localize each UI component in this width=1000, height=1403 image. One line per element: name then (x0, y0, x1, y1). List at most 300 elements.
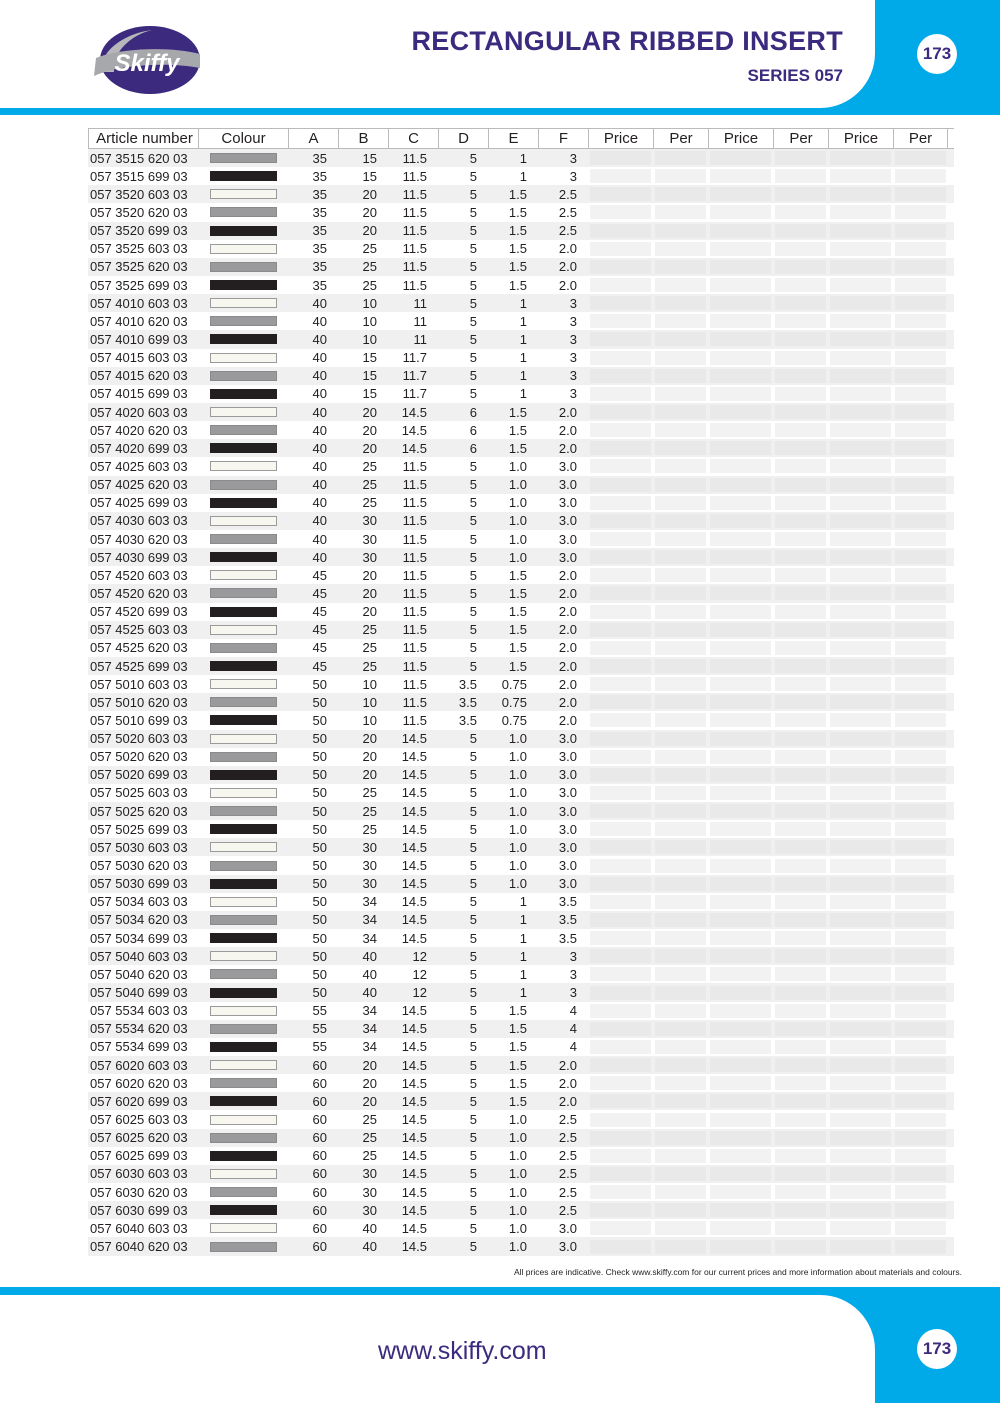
dim-e: 1.0 (508, 731, 527, 747)
dim-a: 50 (312, 858, 327, 874)
per-cell (653, 242, 708, 256)
per-cell (893, 423, 948, 437)
dim-f: 3 (569, 350, 577, 366)
empty-field (590, 1240, 651, 1254)
price-cell (708, 1040, 773, 1054)
colour-swatch (210, 679, 277, 689)
table-row (88, 240, 954, 258)
dim-e: 1.5 (508, 1075, 527, 1091)
colour-swatch (210, 334, 277, 344)
price-cell (828, 605, 893, 619)
empty-field (655, 1185, 706, 1199)
dim-d: 5 (469, 331, 477, 347)
dim-f: 3.0 (558, 749, 577, 765)
colour-swatch (210, 1096, 277, 1106)
empty-field (830, 786, 891, 800)
per-cell (773, 931, 828, 945)
colour-swatch (210, 1042, 277, 1052)
empty-field (590, 387, 651, 401)
dim-c: 14.5 (401, 1039, 427, 1055)
empty-field (655, 187, 706, 201)
empty-field (710, 260, 771, 274)
dim-f: 3.0 (558, 858, 577, 874)
dim-a: 40 (312, 313, 327, 329)
table-row (88, 621, 954, 639)
empty-field (590, 641, 651, 655)
dim-f: 2.5 (558, 1148, 577, 1164)
per-cell (893, 786, 948, 800)
table-row (88, 439, 954, 457)
dim-d: 5 (469, 1075, 477, 1091)
per-cell (773, 1076, 828, 1090)
per-cell (773, 205, 828, 219)
empty-field (895, 822, 946, 836)
article-number: 057 5025 620 03 (90, 803, 188, 819)
price-cell (588, 1221, 653, 1235)
dim-a: 50 (312, 731, 327, 747)
per-cell (653, 314, 708, 328)
dim-d: 5 (469, 513, 477, 529)
table-row (88, 548, 954, 566)
price-cell (588, 931, 653, 945)
empty-field (710, 1149, 771, 1163)
empty-field (830, 332, 891, 346)
table-row (88, 838, 954, 856)
empty-field (710, 332, 771, 346)
dim-f: 2.5 (558, 223, 577, 239)
dim-c: 11.5 (402, 241, 427, 257)
dim-a: 40 (312, 513, 327, 529)
dim-d: 5 (469, 658, 477, 674)
price-cell (708, 895, 773, 909)
empty-field (710, 695, 771, 709)
empty-field (895, 151, 946, 165)
empty-field (775, 1058, 826, 1072)
dim-a: 35 (312, 241, 327, 257)
article-number: 057 4025 620 03 (90, 477, 188, 493)
dim-f: 3 (569, 313, 577, 329)
per-cell (893, 1113, 948, 1127)
empty-field (775, 151, 826, 165)
dim-c: 11.5 (402, 186, 427, 202)
empty-field (895, 169, 946, 183)
empty-field (830, 931, 891, 945)
empty-field (830, 1149, 891, 1163)
colour-swatch (210, 1242, 277, 1252)
article-number: 057 3525 699 03 (90, 277, 188, 293)
dim-d: 5 (469, 458, 477, 474)
empty-field (710, 169, 771, 183)
price-cell (828, 1221, 893, 1235)
dim-e: 1 (519, 313, 527, 329)
website-link[interactable]: www.skiffy.com (378, 1337, 547, 1365)
empty-field (830, 695, 891, 709)
colour-swatch (210, 824, 277, 834)
empty-field (895, 224, 946, 238)
article-number: 057 3515 699 03 (90, 168, 188, 184)
dim-a: 40 (312, 295, 327, 311)
article-number: 057 6040 603 03 (90, 1220, 188, 1236)
dim-f: 3 (569, 948, 577, 964)
dim-e: 1.5 (508, 277, 527, 293)
empty-field (655, 351, 706, 365)
per-cell (653, 949, 708, 963)
table-row (88, 276, 954, 294)
dim-b: 10 (362, 676, 377, 692)
dim-e: 1.0 (508, 767, 527, 783)
dim-e: 1.5 (508, 404, 527, 420)
article-number: 057 5030 699 03 (90, 876, 188, 892)
dim-b: 20 (362, 604, 377, 620)
dim-d: 5 (469, 985, 477, 1001)
dim-e: 1 (519, 985, 527, 1001)
price-cell (828, 1149, 893, 1163)
article-number: 057 3520 603 03 (90, 186, 188, 202)
dim-e: 1.5 (508, 585, 527, 601)
empty-field (590, 423, 651, 437)
colour-cell (198, 153, 288, 163)
table-row (88, 349, 954, 367)
price-cell (828, 423, 893, 437)
empty-field (655, 459, 706, 473)
article-number: 057 4020 620 03 (90, 422, 188, 438)
price-cell (828, 986, 893, 1000)
dim-f: 2.5 (558, 186, 577, 202)
dim-c: 14.5 (401, 1184, 427, 1200)
empty-field (830, 586, 891, 600)
price-cell (828, 786, 893, 800)
per-cell (893, 859, 948, 873)
per-cell (653, 478, 708, 492)
price-cell (708, 532, 773, 546)
empty-field (710, 713, 771, 727)
page-title: RECTANGULAR RIBBED INSERT (411, 26, 843, 56)
price-cell (708, 713, 773, 727)
dim-a: 50 (312, 948, 327, 964)
empty-field (590, 278, 651, 292)
empty-field (775, 677, 826, 691)
empty-field (895, 1113, 946, 1127)
price-cell (828, 586, 893, 600)
empty-field (895, 260, 946, 274)
colour-cell (198, 1133, 288, 1143)
dim-d: 5 (469, 223, 477, 239)
table-row (88, 1110, 954, 1128)
colour-cell (198, 806, 288, 816)
dim-a: 60 (312, 1220, 327, 1236)
col-header-e: E (488, 129, 538, 148)
colour-swatch (210, 207, 277, 217)
dim-c: 14.5 (401, 930, 427, 946)
table-row (88, 1147, 954, 1165)
empty-field (655, 205, 706, 219)
per-cell (893, 496, 948, 510)
dim-f: 4 (569, 1003, 577, 1019)
colour-cell (198, 353, 288, 363)
dim-a: 40 (312, 440, 327, 456)
dim-f: 3.0 (558, 1239, 577, 1254)
per-cell (773, 768, 828, 782)
empty-field (775, 1131, 826, 1145)
colour-cell (198, 552, 288, 562)
price-cell (588, 387, 653, 401)
per-cell (773, 369, 828, 383)
empty-field (590, 187, 651, 201)
colour-cell (198, 1169, 288, 1179)
per-cell (653, 1221, 708, 1235)
dim-c: 11.5 (402, 694, 427, 710)
dim-b: 25 (362, 785, 377, 801)
dim-d: 5 (469, 640, 477, 656)
dim-e: 1 (519, 948, 527, 964)
colour-swatch (210, 1187, 277, 1197)
price-cell (708, 496, 773, 510)
price-cell (828, 859, 893, 873)
dim-d: 5 (469, 1057, 477, 1073)
empty-field (830, 1167, 891, 1181)
dim-b: 25 (362, 277, 377, 293)
colour-cell (198, 570, 288, 580)
dim-f: 2.0 (558, 567, 577, 583)
price-cell (828, 641, 893, 655)
empty-field (655, 931, 706, 945)
price-cell (588, 459, 653, 473)
empty-field (710, 840, 771, 854)
article-number: 057 5030 603 03 (90, 839, 188, 855)
empty-field (895, 459, 946, 473)
per-cell (653, 1203, 708, 1217)
price-cell (588, 641, 653, 655)
empty-field (830, 296, 891, 310)
price-cell (588, 732, 653, 746)
price-cell (828, 332, 893, 346)
dim-b: 10 (362, 295, 377, 311)
dim-b: 25 (362, 821, 377, 837)
empty-field (775, 550, 826, 564)
empty-field (895, 949, 946, 963)
empty-field (830, 949, 891, 963)
dim-f: 2.5 (558, 1202, 577, 1218)
empty-field (710, 1040, 771, 1054)
per-cell (653, 532, 708, 546)
empty-field (830, 550, 891, 564)
colour-swatch (210, 298, 277, 308)
dim-d: 5 (469, 1239, 477, 1254)
price-cell (708, 242, 773, 256)
price-cell (588, 224, 653, 238)
empty-field (830, 768, 891, 782)
per-cell (773, 1240, 828, 1254)
colour-cell (198, 334, 288, 344)
empty-field (830, 1004, 891, 1018)
empty-field (895, 369, 946, 383)
empty-field (895, 351, 946, 365)
price-cell (828, 1240, 893, 1254)
price-cell (828, 1203, 893, 1217)
price-cell (708, 840, 773, 854)
skiffy-logo[interactable] (90, 20, 205, 98)
empty-field (655, 224, 706, 238)
per-cell (773, 986, 828, 1000)
empty-field (590, 1185, 651, 1199)
price-cell (708, 967, 773, 981)
empty-field (655, 986, 706, 1000)
empty-field (775, 387, 826, 401)
dim-d: 5 (469, 1003, 477, 1019)
empty-field (895, 314, 946, 328)
dim-c: 14.5 (401, 1202, 427, 1218)
per-cell (773, 1203, 828, 1217)
per-cell (893, 314, 948, 328)
empty-field (775, 423, 826, 437)
empty-field (655, 840, 706, 854)
empty-field (590, 840, 651, 854)
dim-a: 50 (312, 912, 327, 928)
dim-c: 14.5 (401, 749, 427, 765)
col-header-price-3: Price (828, 129, 893, 148)
empty-field (590, 586, 651, 600)
empty-field (710, 568, 771, 582)
empty-field (895, 1131, 946, 1145)
colour-swatch (210, 915, 277, 925)
dim-b: 20 (362, 767, 377, 783)
per-cell (653, 695, 708, 709)
per-cell (773, 1185, 828, 1199)
article-number: 057 6030 699 03 (90, 1202, 188, 1218)
colour-cell (198, 607, 288, 617)
per-cell (893, 369, 948, 383)
empty-field (775, 659, 826, 673)
empty-field (655, 314, 706, 328)
article-number: 057 5010 603 03 (90, 676, 188, 692)
empty-field (830, 986, 891, 1000)
product-table (88, 128, 954, 1256)
colour-cell (198, 316, 288, 326)
col-header-colour: Colour (198, 129, 288, 148)
dim-d: 6 (469, 404, 477, 420)
table-row (88, 203, 954, 221)
article-number: 057 3515 620 03 (90, 150, 188, 166)
dim-b: 25 (362, 640, 377, 656)
empty-field (895, 242, 946, 256)
empty-field (895, 1240, 946, 1254)
table-row (88, 312, 954, 330)
dim-d: 5 (469, 749, 477, 765)
dim-c: 14.5 (401, 1148, 427, 1164)
colour-swatch (210, 806, 277, 816)
col-header-per-1: Per (653, 129, 708, 148)
empty-field (655, 1022, 706, 1036)
empty-field (830, 750, 891, 764)
dim-a: 50 (312, 966, 327, 982)
empty-field (775, 877, 826, 891)
table-row (88, 222, 954, 240)
dim-b: 10 (362, 712, 377, 728)
empty-field (830, 1240, 891, 1254)
dim-d: 5 (469, 1184, 477, 1200)
empty-field (655, 550, 706, 564)
dim-b: 30 (362, 1184, 377, 1200)
dim-f: 3.0 (558, 876, 577, 892)
price-cell (708, 859, 773, 873)
per-cell (893, 532, 948, 546)
colour-cell (198, 498, 288, 508)
empty-field (590, 1040, 651, 1054)
price-cell (588, 514, 653, 528)
price-cell (588, 369, 653, 383)
empty-field (655, 441, 706, 455)
dim-e: 1.0 (508, 531, 527, 547)
empty-field (710, 369, 771, 383)
empty-field (830, 1185, 891, 1199)
dim-b: 10 (362, 694, 377, 710)
empty-field (895, 1040, 946, 1054)
empty-field (590, 713, 651, 727)
table-row (88, 367, 954, 385)
empty-field (655, 804, 706, 818)
dim-e: 1.0 (508, 1239, 527, 1254)
dim-f: 3.5 (558, 930, 577, 946)
dim-e: 1 (519, 894, 527, 910)
colour-swatch (210, 461, 277, 471)
empty-field (775, 586, 826, 600)
empty-field (590, 1203, 651, 1217)
article-number: 057 4025 699 03 (90, 495, 188, 511)
per-cell (773, 859, 828, 873)
per-cell (893, 550, 948, 564)
empty-field (830, 478, 891, 492)
empty-field (775, 786, 826, 800)
dim-a: 50 (312, 749, 327, 765)
empty-field (895, 1221, 946, 1235)
colour-cell (198, 226, 288, 236)
dim-f: 3.0 (558, 1220, 577, 1236)
empty-field (895, 931, 946, 945)
colour-cell (198, 1024, 288, 1034)
dim-a: 50 (312, 930, 327, 946)
per-cell (773, 187, 828, 201)
empty-field (710, 1240, 771, 1254)
empty-field (590, 822, 651, 836)
empty-field (590, 659, 651, 673)
colour-swatch (210, 861, 277, 871)
dim-b: 20 (362, 223, 377, 239)
dim-f: 2.5 (558, 1184, 577, 1200)
dim-c: 14.5 (401, 1003, 427, 1019)
price-cell (828, 1167, 893, 1181)
table-row (88, 149, 954, 167)
article-number: 057 4015 699 03 (90, 386, 188, 402)
table-row (88, 929, 954, 947)
empty-field (710, 1004, 771, 1018)
empty-field (775, 931, 826, 945)
empty-field (655, 859, 706, 873)
price-cell (588, 949, 653, 963)
price-cell (588, 967, 653, 981)
dim-f: 2.5 (558, 204, 577, 220)
empty-field (775, 169, 826, 183)
empty-field (590, 986, 651, 1000)
price-cell (588, 242, 653, 256)
price-cell (828, 1094, 893, 1108)
dim-f: 2.5 (558, 1130, 577, 1146)
dim-e: 1 (519, 150, 527, 166)
empty-field (895, 1203, 946, 1217)
col-header-article: Article number (88, 129, 198, 148)
price-cell (708, 768, 773, 782)
table-row (88, 1002, 954, 1020)
dim-c: 14.5 (401, 1057, 427, 1073)
